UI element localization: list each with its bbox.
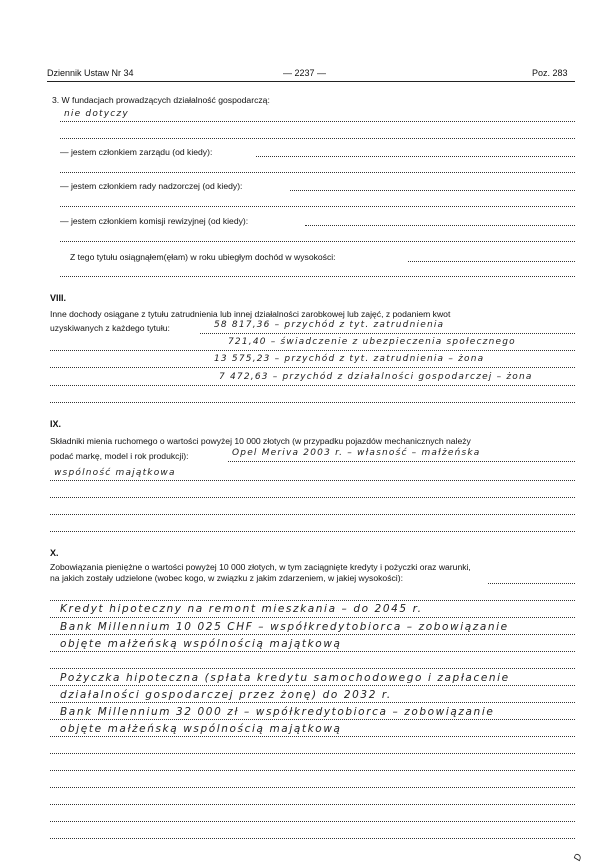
dotted-line [50,702,575,703]
board-member-label: — jestem członkiem zarządu (od kiedy): [60,147,213,157]
dotted-line [50,385,575,386]
handwritten-income-4: 7 472,63 – przychód z działalności gospodarczej – żona [219,372,533,382]
dotted-line [50,736,575,737]
dotted-line [290,190,575,191]
dotted-line [228,461,575,462]
section-ix-text-2: podać markę, model i rok produkcji): [50,451,189,461]
section-ix-text: Składniki mienia ruchomego o wartości powyżej 10 000 złotych (w przypadku pojazdów mechanicznych należy [50,436,471,446]
dotted-line [50,685,575,686]
dotted-line [408,261,575,262]
dotted-line [50,600,575,601]
dotted-line [50,651,575,652]
dotted-line [50,719,575,720]
supervisory-board-label: — jestem członkiem rady nadzorczej (od kiedy): [60,181,243,191]
section-ix-number: IX. [50,419,62,429]
section-x-text-2: na jakich zostały udzielone (wobec kogo, w związku z jakim zdarzeniem, w jakiej wysokości): [50,573,403,583]
section-viii-text: Inne dochody osiągane z tytułu zatrudnienia lub innej działalności zarobkowej lub zajęć, z podaniem kwot [50,309,451,319]
dotted-line [50,770,575,771]
dotted-line [50,753,575,754]
dotted-line [60,121,575,122]
handwritten-income-2: 721,40 – świadczenie z ubezpieczenia społecznego [228,337,516,347]
header-rule [47,81,575,82]
dotted-line [50,838,575,839]
handwritten-liability-5: działalności gospodarczej przez żonę) do 2032 r. [60,689,392,701]
income-label: Z tego tytułu osiągnąłem(ęłam) w roku ubiegłym dochód w wysokości: [70,252,336,262]
dotted-line [50,350,575,351]
dotted-line [50,480,575,481]
handwritten-income-1: 58 817,36 – przychód z tyt. zatrudnienia [214,320,445,330]
handwritten-liability-2: Bank Millennium 10 025 CHF – współkredytobiorca – zobowiązanie [60,621,509,633]
section-x-text: Zobowiązania pieniężne o wartości powyżej 10 000 złotych, w tym zaciągnięte kredyty i pożyczki oraz warunki, [50,562,471,572]
handwritten-liability-1: Kredyt hipoteczny na remont mieszkania – do 2045 r. [60,603,423,615]
audit-committee-label: — jestem członkiem komisji rewizyjnej (od kiedy): [60,216,249,226]
handwritten-liability-4: Pożyczka hipoteczna (spłata kredytu samochodowego i zapłacenie [60,672,510,684]
page-number: — 2237 — [283,68,327,78]
handwritten-answer: nie dotyczy [64,109,129,119]
handwritten-liability-3: objęte małżeńską wspólnością majątkową [60,638,342,650]
handwritten-liability-6: Bank Millennium 32 000 zł – współkredytobiorca – zobowiązanie [60,706,495,718]
dotted-line [256,156,575,157]
dotted-line [50,531,575,532]
dotted-line [60,276,575,277]
handwritten-liability-7: objęte małżeńską wspólnością majątkową [60,723,342,735]
section-viii-text-2: uzyskiwanych z każdego tytułu: [50,323,170,333]
dotted-line [60,241,575,242]
dotted-line [60,172,575,173]
dotted-line [50,821,575,822]
handwritten-vehicle-2: wspólność majątkowa [54,468,176,478]
dotted-line [305,225,575,226]
dotted-line [50,367,575,368]
dotted-line [50,617,575,618]
section3-title: 3. W fundacjach prowadzących działalność gospodarczą: [52,95,270,105]
dotted-line [50,787,575,788]
dotted-line [50,634,575,635]
dotted-line [50,402,575,403]
section-x-number: X. [50,548,59,558]
dotted-line [60,206,575,207]
dotted-line [50,668,575,669]
handwritten-vehicle: Opel Meriva 2003 r. – własność – małżeńska [232,448,481,458]
dotted-line [200,333,575,334]
handwritten-income-3: 13 575,23 – przychód z tyt. zatrudnienia – żona [214,354,485,364]
dotted-line [50,514,575,515]
corner-mark: D [572,851,586,863]
position-number: Poz. 283 [532,68,568,78]
journal-name: Dziennik Ustaw Nr 34 [47,68,134,78]
dotted-line [50,804,575,805]
dotted-line [488,583,575,584]
section-viii-number: VIII. [50,293,67,303]
dotted-line [50,497,575,498]
dotted-line [60,138,575,139]
